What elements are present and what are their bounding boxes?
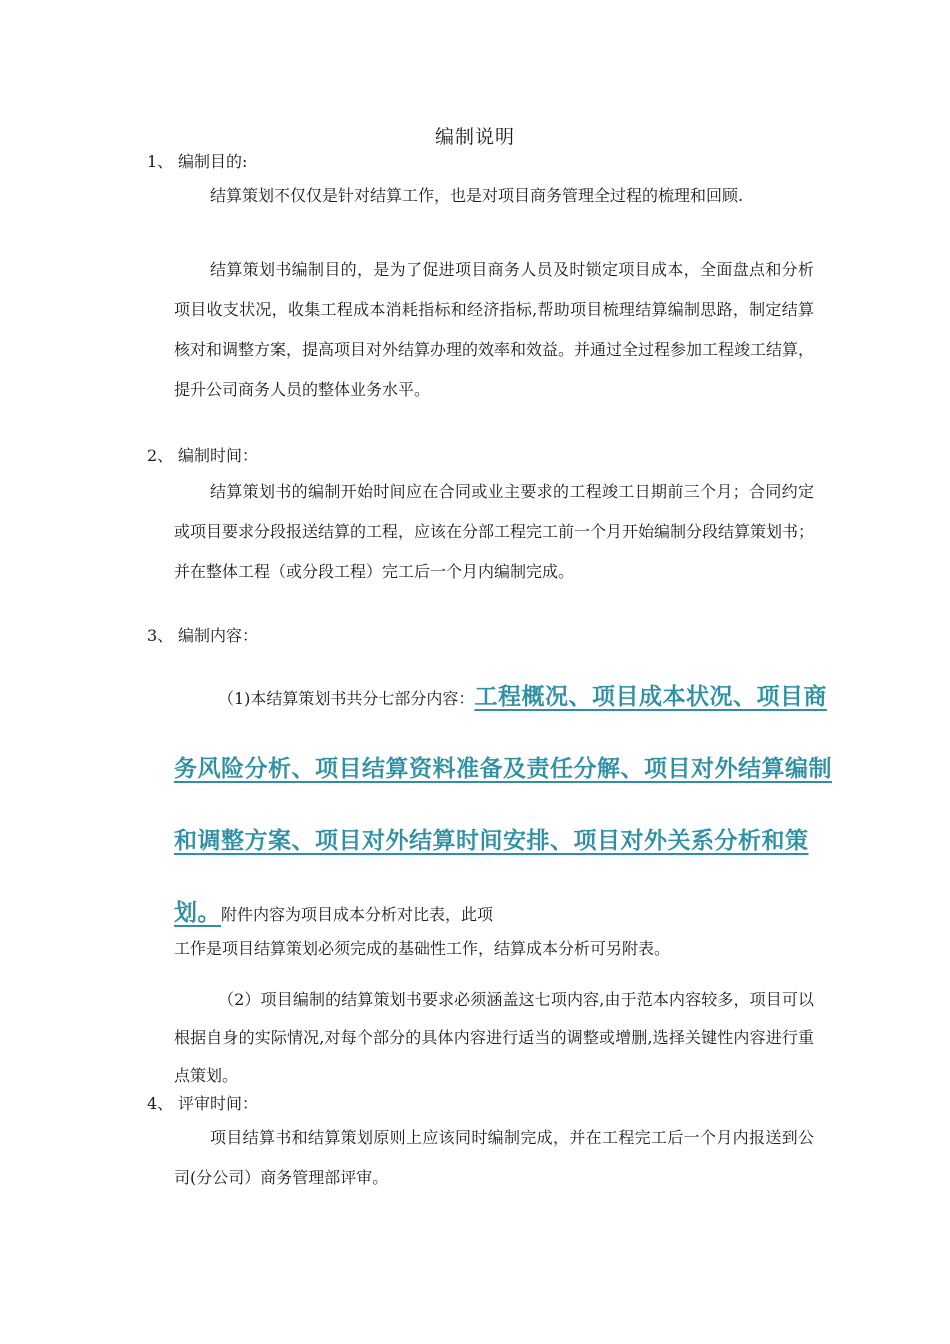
section-4-number: 4、 bbox=[147, 1094, 174, 1113]
section-2-heading bbox=[147, 444, 258, 468]
content-parts-highlight: 工程概况、项目成本状况、项目商务风险分析、项目结算资料准备及责任分解、项目对外结算编制和调整方案、项目对外结算时间安排、项目对外关系分析和策划。 bbox=[174, 684, 832, 926]
section-2-number: 2、 bbox=[147, 446, 174, 465]
section-1-title: 编制目的: bbox=[178, 152, 248, 171]
section-3-paragraph-2: （2）项目编制的结算策划书要求必须涵盖这七项内容,由于范本内容较多，项目可以根据自身的实际情况,对每个部分的具体内容进行适当的调整或增删,选择关键性内容进行重点策划。 bbox=[174, 990, 814, 1085]
section-4-heading bbox=[147, 1092, 258, 1116]
section-3-content-tail: 工作是项目结算策划必须完成的基础性工作，结算成本分析可另附表。 bbox=[174, 939, 671, 958]
document-title: 编制说明 bbox=[434, 126, 515, 148]
section-4-title: 评审时间： bbox=[178, 1094, 259, 1113]
section-3-title: 编制内容： bbox=[178, 626, 259, 645]
section-2-title: 编制时间： bbox=[178, 446, 259, 465]
section-1-heading bbox=[147, 150, 247, 174]
section-4-paragraph-1: 项目结算书和结算策划原则上应该同时编制完成，并在工程完工后一个月内报送到公司(分公司）商务管理部评审。 bbox=[174, 1128, 814, 1187]
section-1-paragraph-1: 结算策划不仅仅是针对结算工作，也是对项目商务管理全过程的梳理和回顾. bbox=[210, 186, 744, 205]
content-intro: （1)本结算策划书共分七部分内容： bbox=[218, 689, 475, 708]
section-2-paragraph-1: 结算策划书的编制开始时间应在合同或业主要求的工程竣工日期前三个月；合同约定或项目要求分段报送结算的工程，应该在分部工程完工前一个月开始编制分段结算策划书；并在整体工程（或分段工程）完工后一个月内编制完成。 bbox=[174, 482, 815, 581]
section-3-content-paragraph bbox=[174, 662, 834, 950]
section-3-number: 3、 bbox=[147, 626, 174, 645]
section-1-paragraph-2: 结算策划书编制目的，是为了促进项目商务人员及时锁定项目成本，全面盘点和分析项目收支状况，收集工程成本消耗指标和经济指标,帮助项目梳理结算编制思路，制定结算核对和调整方案，提高项目对外结算办理的效率和效益。并通过全过程参加工程竣工结算，提升公司商务人员的整体业务水平。 bbox=[174, 260, 815, 399]
section-1-number: 1、 bbox=[147, 152, 174, 171]
content-after: 附件内容为项目成本分析对比表，此项 bbox=[221, 905, 494, 924]
section-3-heading bbox=[147, 624, 258, 648]
